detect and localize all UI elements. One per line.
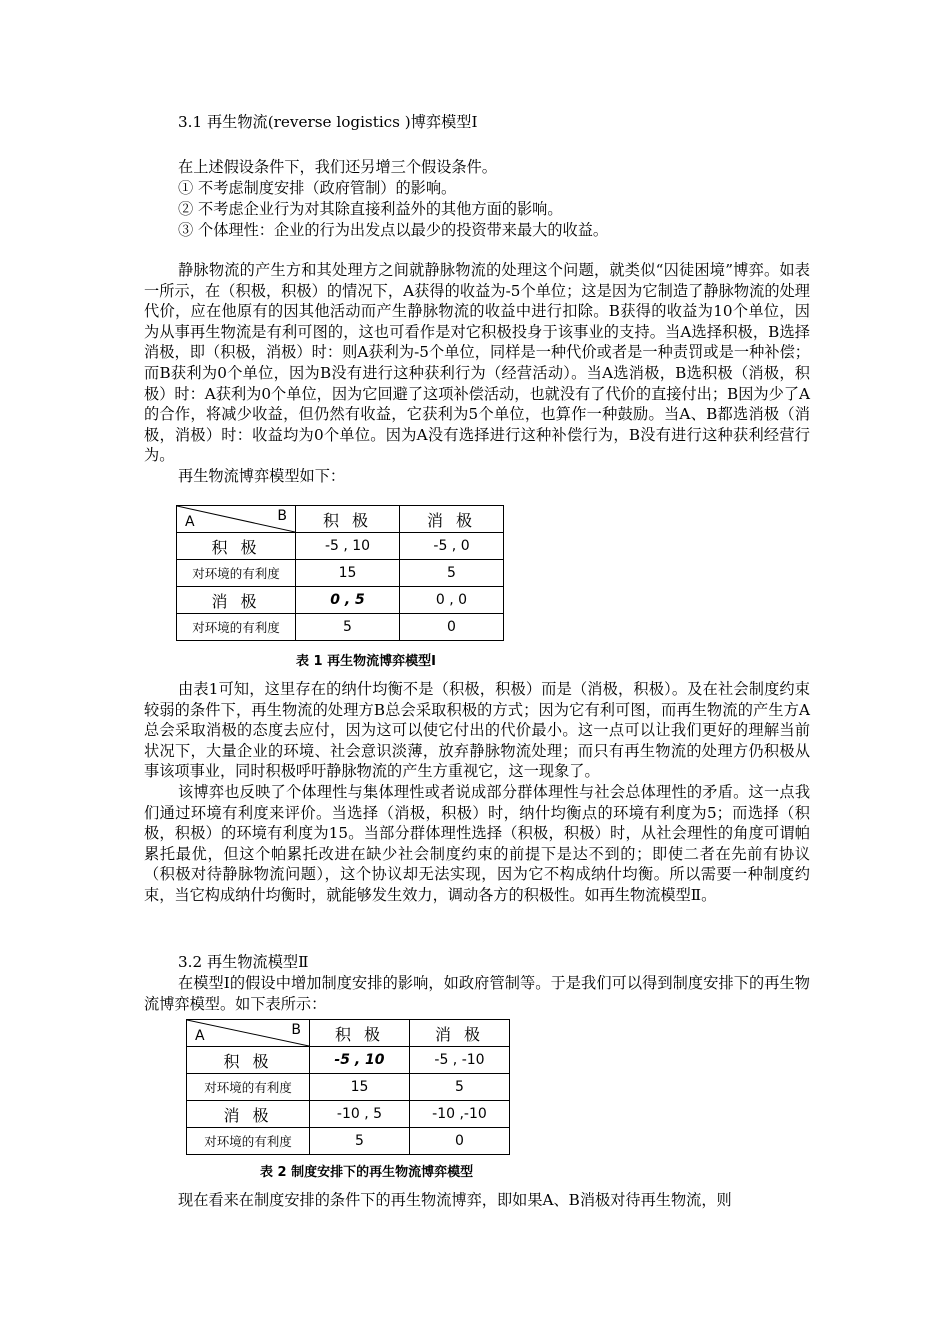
table1-corner bbox=[177, 506, 296, 533]
table1-cell: -5 , 0 bbox=[400, 533, 504, 560]
section1-intro: 在上述假设条件下，我们还另增三个假设条件。 bbox=[178, 158, 497, 176]
table1-caption: 表 1 再生物流博弈模型Ⅰ bbox=[296, 654, 436, 669]
table1-col-positive: 积 极 bbox=[296, 506, 400, 533]
table2-cell: 0 bbox=[409, 1128, 509, 1155]
table2-cell: 5 bbox=[310, 1128, 410, 1155]
table1-cell: 5 bbox=[296, 614, 400, 641]
table2-row-label: 对环境的有利度 bbox=[187, 1074, 310, 1101]
section1-body-block bbox=[144, 260, 810, 487]
table1-col-negative: 消 极 bbox=[400, 506, 504, 533]
table1-cell: -5 , 10 bbox=[296, 533, 400, 560]
table1-cell: 0 bbox=[400, 614, 504, 641]
section1-heading: 3.1 再生物流(reverse logistics )博弈模型Ⅰ bbox=[178, 113, 478, 131]
payoff-table-2 bbox=[186, 1019, 510, 1155]
table2-corner bbox=[187, 1020, 310, 1047]
assumption-2: ② 不考虑企业行为对其除直接利益外的其他方面的影响。 bbox=[178, 200, 563, 218]
table1-cell: 0 , 0 bbox=[400, 587, 504, 614]
table1-row-label: 积 极 bbox=[177, 533, 296, 560]
table2-cell-equilibrium: -5 , 10 bbox=[310, 1047, 410, 1074]
closing-line: 现在看来在制度安排的条件下的再生物流博弈，即如果A、B消极对待再生物流，则 bbox=[178, 1191, 732, 1209]
table1-cell: 5 bbox=[400, 560, 504, 587]
section2-body: 在模型Ⅰ的假设中增加制度安排的影响，如政府管制等。于是我们可以得到制度安排下的再生物流博弈模型。如下表所示： bbox=[144, 974, 810, 1013]
table2-cell: 5 bbox=[409, 1074, 509, 1101]
table2-cell: -10 ,-10 bbox=[409, 1101, 509, 1128]
section1b-block bbox=[144, 679, 810, 906]
table1-corner-a: A bbox=[185, 514, 195, 530]
assumption-1: ① 不考虑制度安排（政府管制）的影响。 bbox=[178, 179, 457, 197]
section1-body: 静脉物流的产生方和其处理方之间就静脉物流的处理这个问题，就类似“囚徒困境”博弈。如表一所示，在（积极，积极）的情况下，A获得的收益为-5个单位；这是因为它制造了静脉物流的处理代价，应在他原有的因其他活动而产生静脉物流的收益中进行扣除。B获得的收益为10个单位，因为从事再生物流是有利可图的，这也可看作是对它积极投身于该事业的支持。当A选择积极，B选择消极，即（积极，消极）时：则A获利为-5个单位，同样是一种代价或者是一种责罚或是一种补偿；而B获利为0个单位，因为B没有进行这种获利行为（经营活动）。当A选消极，B选积极（消极，积极）时：A获利为0个单位，因为它回避了这项补偿活动，也就没有了代价的直接付出；B因为少了A的合作，将减少收益，但仍然有收益，它获利为5个单位，也算作一种鼓励。当A、B都选消极（消极，消极）时：收益均为0个单位。因为A没有选择进行这种补偿行为，B没有进行这种获利经营行为。 bbox=[144, 261, 810, 465]
table1-cell-equilibrium: 0 , 5 bbox=[296, 587, 400, 614]
table2-col-negative: 消 极 bbox=[409, 1020, 509, 1047]
table2-cell: -10 , 5 bbox=[310, 1101, 410, 1128]
analysis-paragraph-2: 该博弈也反映了个体理性与集体理性或者说成部分群体理性与社会总体理性的矛盾。这一点我们通过环境有利度来评价。当选择（消极，积极）时，纳什均衡点的环境有利度为5；而选择（积极，积极）的环境有利度为15。当部分群体理性选择（积极，积极）时，从社会理性的角度可谓帕累托最优，但这个帕累托改进在缺少社会制度约束的前提下是达不到的；即使二者在先前有协议（积极对待静脉物流问题），这个协议却无法实现，因为它不构成纳什均衡。所以需要一种制度约束，当它构成纳什均衡时，就能够发生效力，调动各方的积极性。如再生物流模型Ⅱ。 bbox=[144, 782, 810, 904]
payoff-table-1 bbox=[176, 505, 504, 641]
table1-row-label: 对环境的有利度 bbox=[177, 614, 296, 641]
analysis-paragraph-1: 由表1可知，这里存在的纳什均衡不是（积极，积极）而是（消极，积极）。及在社会制度约束较弱的条件下，再生物流的处理方B总会采取积极的方式；因为它有利可图，而再生物流的产生方A总会采取消极的态度去应付，因为这可以使它付出的代价最小。这一点可以让我们更好的理解当前状况下，大量企业的环境、社会意识淡薄，放弃静脉物流处理；而只有再生物流的处理方仍积极从事该项事业，同时积极呼吁静脉物流的产生方重视它，这一现象了。 bbox=[144, 680, 810, 781]
table2-cell: 15 bbox=[310, 1074, 410, 1101]
table2-corner-a: A bbox=[195, 1028, 205, 1044]
table2-corner-b: B bbox=[291, 1022, 301, 1038]
table1-corner-b: B bbox=[277, 508, 287, 524]
section2-block bbox=[144, 973, 810, 1014]
table2-caption: 表 2 制度安排下的再生物流博弈模型 bbox=[260, 1165, 474, 1180]
assumption-3: ③ 个体理性：企业的行为出发点以最少的投资带来最大的收益。 bbox=[178, 221, 609, 239]
table1-intro: 再生物流博弈模型如下： bbox=[178, 466, 346, 485]
table2-cell: -5 , -10 bbox=[409, 1047, 509, 1074]
table2-col-positive: 积 极 bbox=[310, 1020, 410, 1047]
table1-row-label: 消 极 bbox=[177, 587, 296, 614]
table2-row-label: 积 极 bbox=[187, 1047, 310, 1074]
section2-heading: 3.2 再生物流模型Ⅱ bbox=[178, 953, 309, 971]
table2-row-label: 消 极 bbox=[187, 1101, 310, 1128]
table1-row-label: 对环境的有利度 bbox=[177, 560, 296, 587]
table1-cell: 15 bbox=[296, 560, 400, 587]
table2-row-label: 对环境的有利度 bbox=[187, 1128, 310, 1155]
